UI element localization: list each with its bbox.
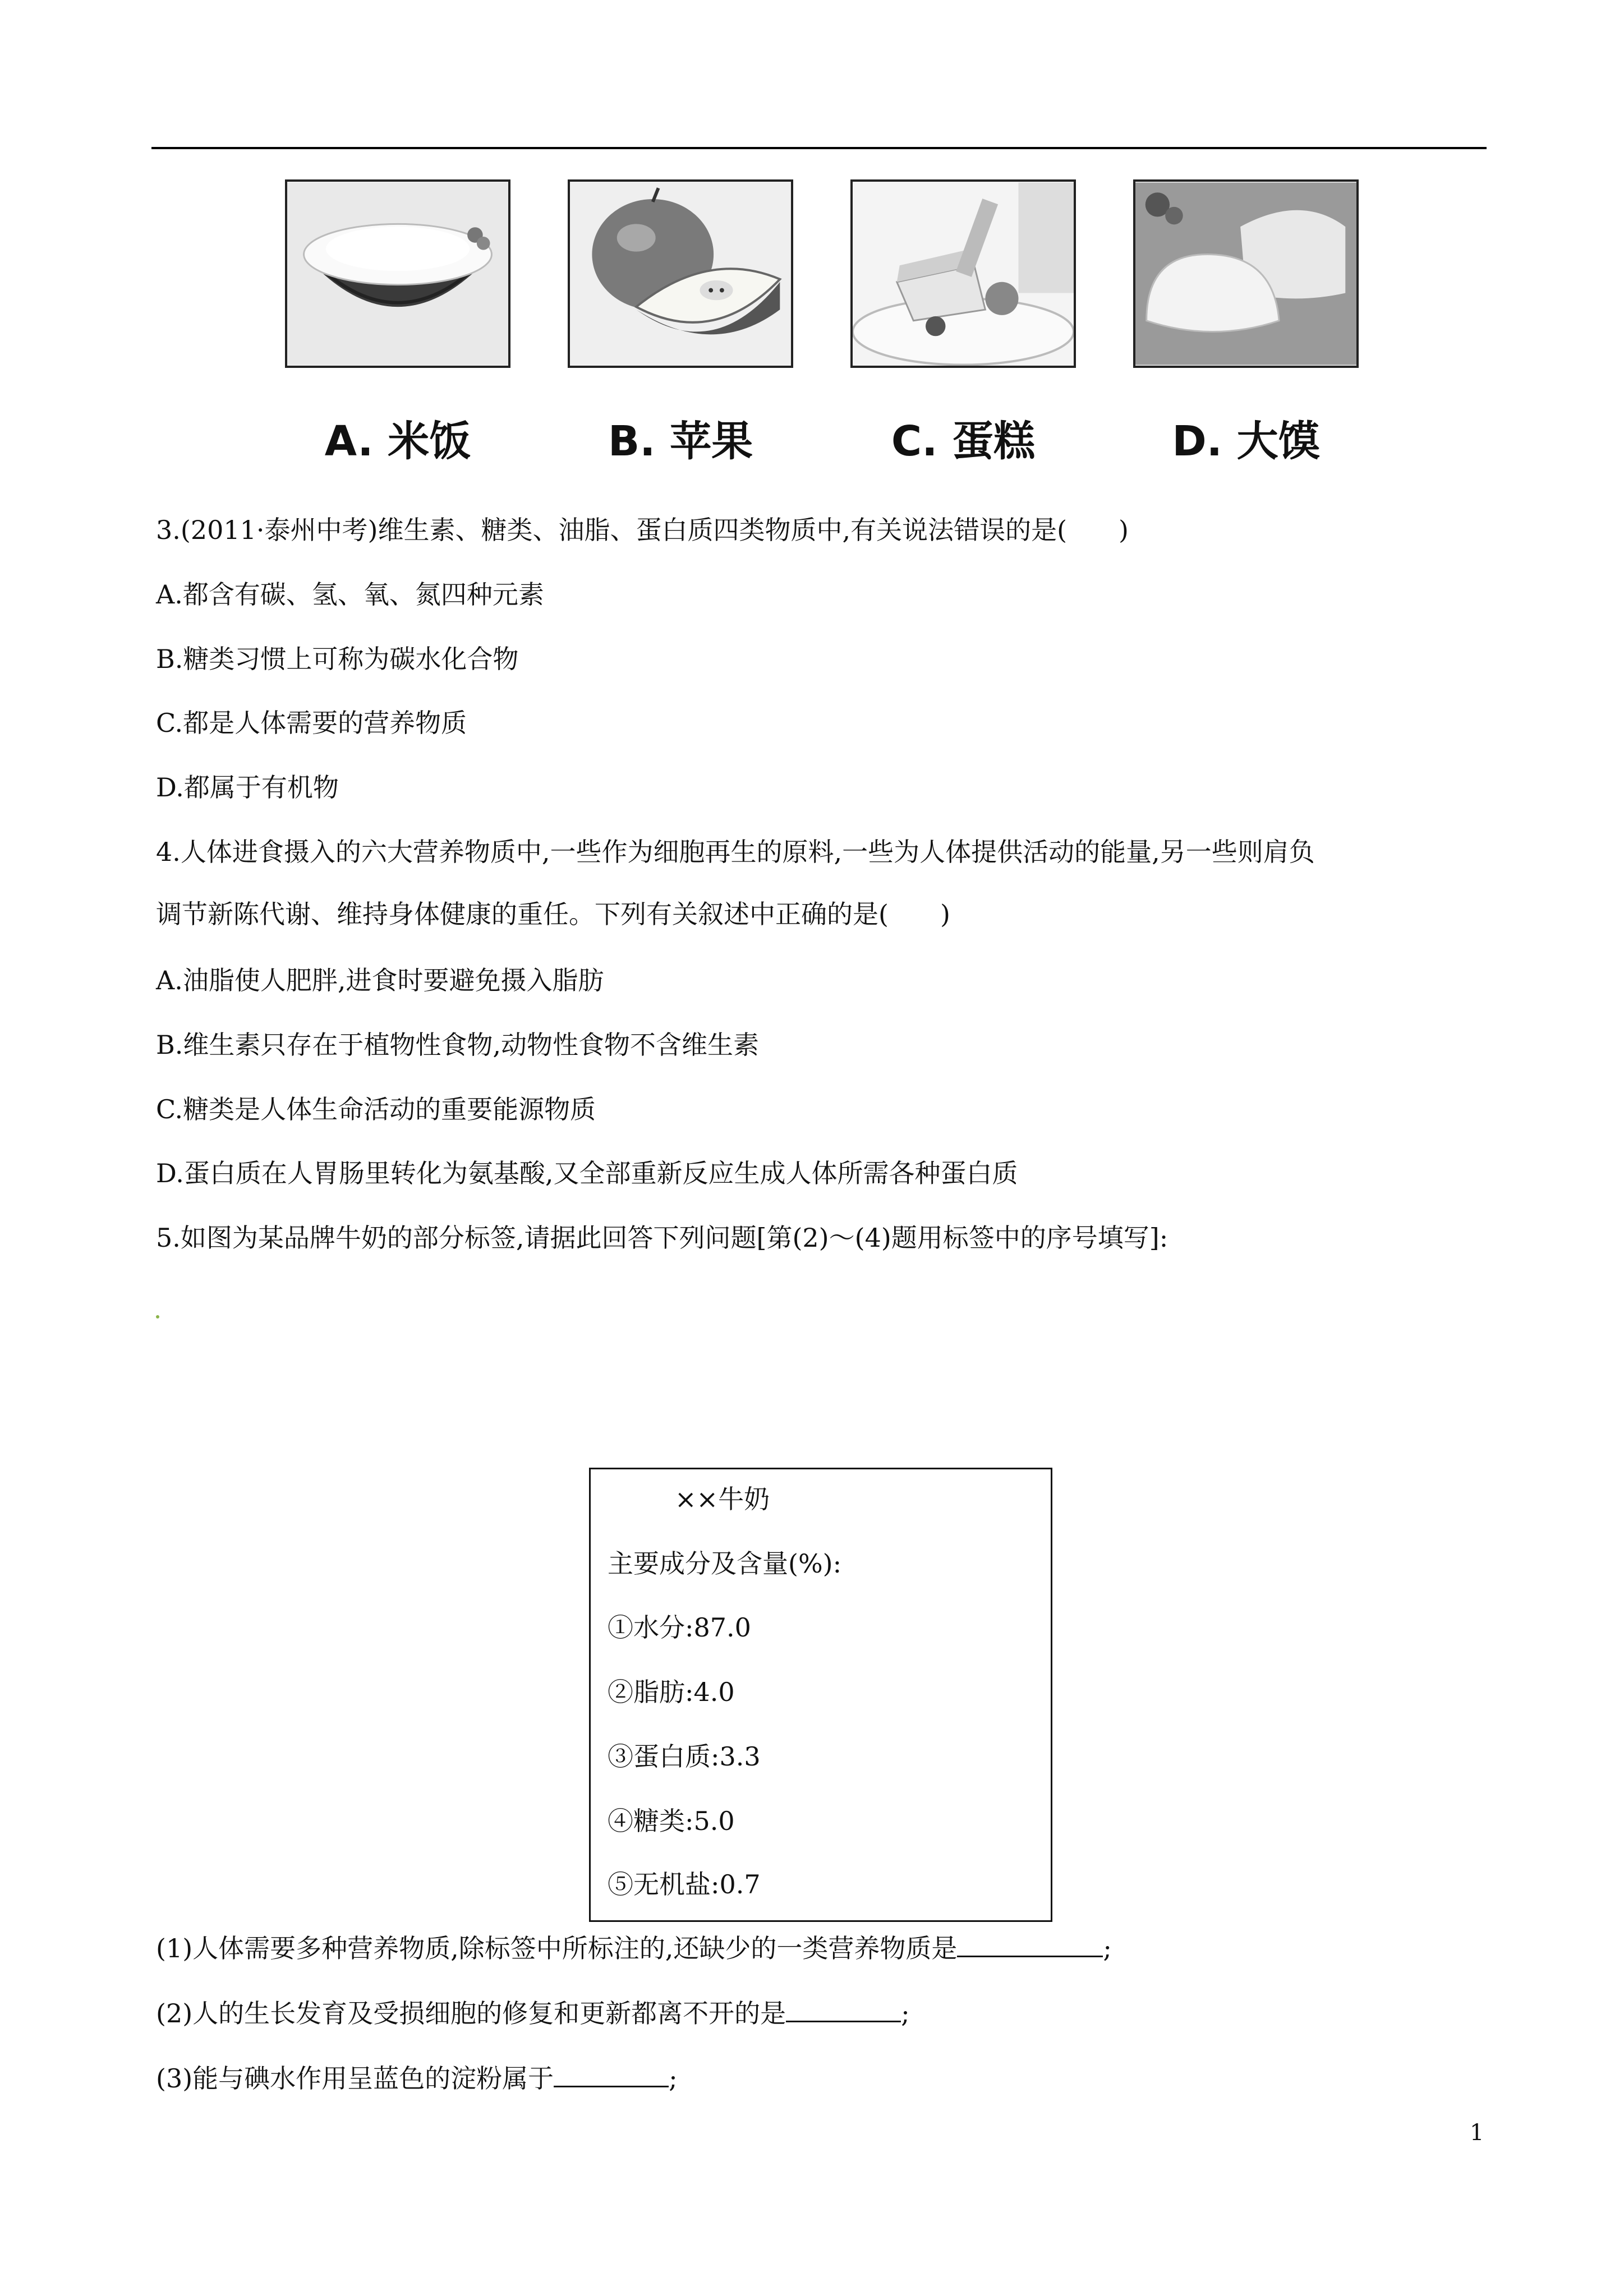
q4-option-a: A.油脂使人肥胖,进食时要避免摄入脂肪 <box>156 965 604 995</box>
q5-sub3-end: ; <box>669 2063 678 2094</box>
q4-stem-line1: 4.人体进食摄入的六大营养物质中,一些作为细胞再生的原料,一些为人体提供活动的能量,另一些则肩负 <box>156 837 1315 867</box>
milk-label <box>589 1468 1052 1922</box>
q5-sub2-text: (2)人的生长发育及受损细胞的修复和更新都离不开的是 <box>156 1998 786 2028</box>
steamed-bun-photo <box>1133 179 1359 368</box>
q5-sub3-text: (3)能与碘水作用呈蓝色的淀粉属于 <box>156 2063 554 2094</box>
milk-label-item: ③蛋白质:3.3 <box>608 1741 761 1772</box>
q5-stem: 5.如图为某品牌牛奶的部分标签,请据此回答下列问题[第(2)～(4)题用标签中的序号填写]: <box>156 1223 1168 1253</box>
cake-photo <box>850 179 1076 368</box>
rice-bowl-photo <box>285 179 510 368</box>
q3-option-d: D.都属于有机物 <box>156 772 339 803</box>
header-rule <box>151 147 1487 149</box>
q4-option-d: D.蛋白质在人胃肠里转化为氨基酸,又全部重新反应生成人体所需各种蛋白质 <box>156 1158 1018 1188</box>
milk-label-item: ⑤无机盐:0.7 <box>608 1869 761 1899</box>
q3-option-a: A.都含有碳、氢、氧、氮四种元素 <box>156 579 544 610</box>
page-number: 1 <box>1470 2120 1484 2146</box>
q4-option-b: B.维生素只存在于植物性食物,动物性食物不含维生素 <box>156 1030 760 1060</box>
answer-blank-2[interactable] <box>786 1996 901 2022</box>
milk-label-subtitle: 主要成分及含量(%): <box>608 1548 842 1579</box>
q3-stem: 3.(2011·泰州中考)维生素、糖类、油脂、蛋白质四类物质中,有关说法错误的是( ) <box>156 515 1129 545</box>
q5-sub1-text: (1)人体需要多种营养物质,除标签中所标注的,还缺少的一类营养物质是 <box>156 1933 958 1963</box>
option-b-caption: B. 苹果 <box>608 417 753 465</box>
option-a-caption: A. 米饭 <box>324 417 471 465</box>
stray-dot <box>156 1315 159 1318</box>
q5-sub3 <box>156 2061 678 2095</box>
milk-label-item: ④糖类:5.0 <box>608 1806 735 1836</box>
q3-option-b: B.糖类习惯上可称为碳水化合物 <box>156 644 519 674</box>
q5-sub1 <box>156 1931 1112 1965</box>
milk-label-title: ××牛奶 <box>675 1484 770 1514</box>
q4-option-c: C.糖类是人体生命活动的重要能源物质 <box>156 1094 596 1124</box>
q5-sub2-end: ; <box>901 1998 910 2028</box>
answer-blank-1[interactable] <box>957 1931 1103 1957</box>
apple-photo <box>568 179 793 368</box>
q5-sub1-end: ; <box>1103 1933 1112 1963</box>
milk-label-item: ①水分:87.0 <box>608 1612 751 1643</box>
option-d-caption: D. 大馍 <box>1172 417 1320 465</box>
milk-label-item: ②脂肪:4.0 <box>608 1677 735 1707</box>
q4-stem-line2: 调节新陈代谢、维持身体健康的重任。下列有关叙述中正确的是( ) <box>156 899 950 929</box>
answer-blank-3[interactable] <box>554 2061 669 2087</box>
q3-option-c: C.都是人体需要的营养物质 <box>156 708 467 738</box>
option-c-caption: C. 蛋糕 <box>891 417 1036 465</box>
q5-sub2 <box>156 1996 910 2030</box>
